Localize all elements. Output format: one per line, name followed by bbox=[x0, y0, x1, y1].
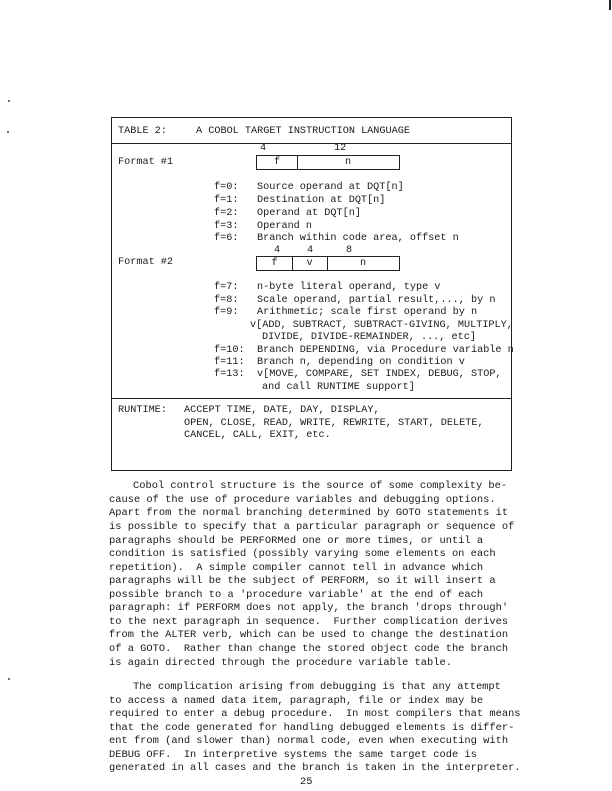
para1-line-6: condition is satisfied (possibly varying some elements on each bbox=[109, 548, 496, 560]
code-f11: f=11: bbox=[214, 357, 245, 368]
para1-line-4: is possible to specify that a particular paragraph or sequence of bbox=[109, 521, 515, 533]
para1-line-8: paragraphs will be the subject of PERFORM, so it will insert a bbox=[109, 575, 496, 587]
code-f3: f=3: bbox=[214, 221, 239, 232]
para1-line-10: paragraph: if PERFORM does not apply, the branch 'drops through' bbox=[109, 602, 509, 614]
runtime-label: RUNTIME: bbox=[118, 405, 167, 416]
para1-line-14: is again directed through the procedure variable table. bbox=[109, 657, 452, 669]
table-header-rule bbox=[111, 143, 512, 144]
para2-line-1: The complication arising from debugging is that any attempt bbox=[133, 681, 501, 693]
desc-f2: Operand at DQT[n] bbox=[257, 208, 361, 219]
para1-line-5: paragraphs should be PERFORMed one or more times, or until a bbox=[109, 535, 484, 547]
code-f8: f=8: bbox=[214, 295, 239, 306]
para1-line-12: from the ALTER verb, which can be used to change the destination bbox=[109, 629, 509, 641]
scan-edge-mark bbox=[609, 0, 611, 10]
desc-f0: Source operand at DQT[n] bbox=[257, 182, 404, 193]
format2-width-n: 8 bbox=[346, 245, 353, 256]
format1-label: Format #1 bbox=[118, 157, 174, 168]
code-f7: f=7: bbox=[214, 282, 239, 293]
format2-field-n: n bbox=[359, 258, 367, 269]
format2-label: Format #2 bbox=[118, 257, 174, 268]
format1-word-diagram bbox=[256, 155, 400, 170]
para2-line-6: DEBUG OFF. In interpretive systems the same target code is bbox=[109, 749, 477, 761]
page-number: 25 bbox=[300, 776, 313, 788]
desc-f3: Operand n bbox=[257, 221, 313, 232]
desc-f9-verbs: v[ADD, SUBTRACT, SUBTRACT-GIVING, MULTIPLY, bbox=[250, 320, 513, 331]
desc-f11: Branch n, depending on condition v bbox=[257, 357, 465, 368]
desc-f6: Branch within code area, offset n bbox=[257, 233, 459, 244]
code-f2: f=2: bbox=[214, 208, 239, 219]
code-f10: f=10: bbox=[214, 345, 245, 356]
para2-line-4: that the code generated for handling debugged elements is differ- bbox=[109, 722, 515, 734]
format2-width-v: 4 bbox=[307, 245, 314, 256]
desc-f13: v[MOVE, COMPARE, SET INDEX, DEBUG, STOP, bbox=[257, 369, 502, 380]
code-f9: f=9: bbox=[214, 307, 239, 318]
code-f6: f=6: bbox=[214, 233, 239, 244]
runtime-line-2: OPEN, CLOSE, READ, WRITE, REWRITE, START, DELETE, bbox=[184, 418, 484, 429]
para2-line-2: to access a named data item, paragraph, file or index may be bbox=[109, 695, 484, 707]
para2-line-5: ent from (and slower than) normal code, even when executing with bbox=[109, 735, 509, 747]
format1-field-f: f bbox=[273, 157, 281, 168]
scan-speck bbox=[8, 678, 10, 680]
desc-f9: Arithmetic; scale first operand by n bbox=[257, 307, 478, 318]
desc-f13-cont: and call RUNTIME support] bbox=[262, 382, 415, 393]
para2-line-7: generated in all cases and the branch is taken in the interpreter. bbox=[109, 762, 521, 774]
format1-width-n: 12 bbox=[334, 143, 347, 154]
scan-speck bbox=[8, 100, 10, 102]
para2-line-3: required to enter a debug procedure. In most compilers that means bbox=[109, 708, 521, 720]
code-f13: f=13: bbox=[214, 369, 245, 380]
format2-word-diagram bbox=[256, 256, 400, 271]
code-f1: f=1: bbox=[214, 195, 239, 206]
table-caption: TABLE 2: bbox=[118, 126, 167, 137]
para1-line-2: cause of the use of procedure variables and debugging options. bbox=[109, 494, 496, 506]
table-runtime-rule bbox=[111, 398, 512, 399]
para1-line-11: to the next paragraph in sequence. Further complication derives bbox=[109, 616, 509, 628]
desc-f10: Branch DEPENDING, via Procedure variable n bbox=[257, 345, 514, 356]
code-f0: f=0: bbox=[214, 182, 239, 193]
para1-line-9: possible branch to a 'procedure variable' at the end of each bbox=[109, 589, 484, 601]
table-title: A COBOL TARGET INSTRUCTION LANGUAGE bbox=[196, 126, 410, 137]
format2-field-f: f bbox=[271, 258, 278, 269]
runtime-line-1: ACCEPT TIME, DATE, DAY, DISPLAY, bbox=[184, 405, 380, 416]
format2-field-v: v bbox=[306, 258, 313, 269]
desc-f9-verbs-cont: DIVIDE, DIVIDE-REMAINDER, ..., etc] bbox=[262, 332, 476, 343]
format1-width-f: 4 bbox=[260, 143, 267, 154]
para1-line-1: Cobol control structure is the source of some complexity be- bbox=[133, 480, 508, 492]
desc-f1: Destination at DQT[n] bbox=[257, 195, 386, 206]
runtime-line-3: CANCEL, CALL, EXIT, etc. bbox=[184, 430, 331, 441]
scan-speck bbox=[7, 131, 9, 133]
format1-field-n: n bbox=[344, 157, 352, 168]
para1-line-3: Apart from the normal branching determined by GOTO statements it bbox=[109, 507, 509, 519]
para1-line-13: of a GOTO. Rather than change the stored object code the branch bbox=[109, 643, 509, 655]
desc-f8: Scale operand, partial result,..., by n bbox=[257, 295, 496, 306]
desc-f7: n-byte literal operand, type v bbox=[257, 282, 441, 293]
format2-width-f: 4 bbox=[274, 245, 281, 256]
para1-line-7: repetition). A simple compiler cannot tell in advance which bbox=[109, 562, 484, 574]
